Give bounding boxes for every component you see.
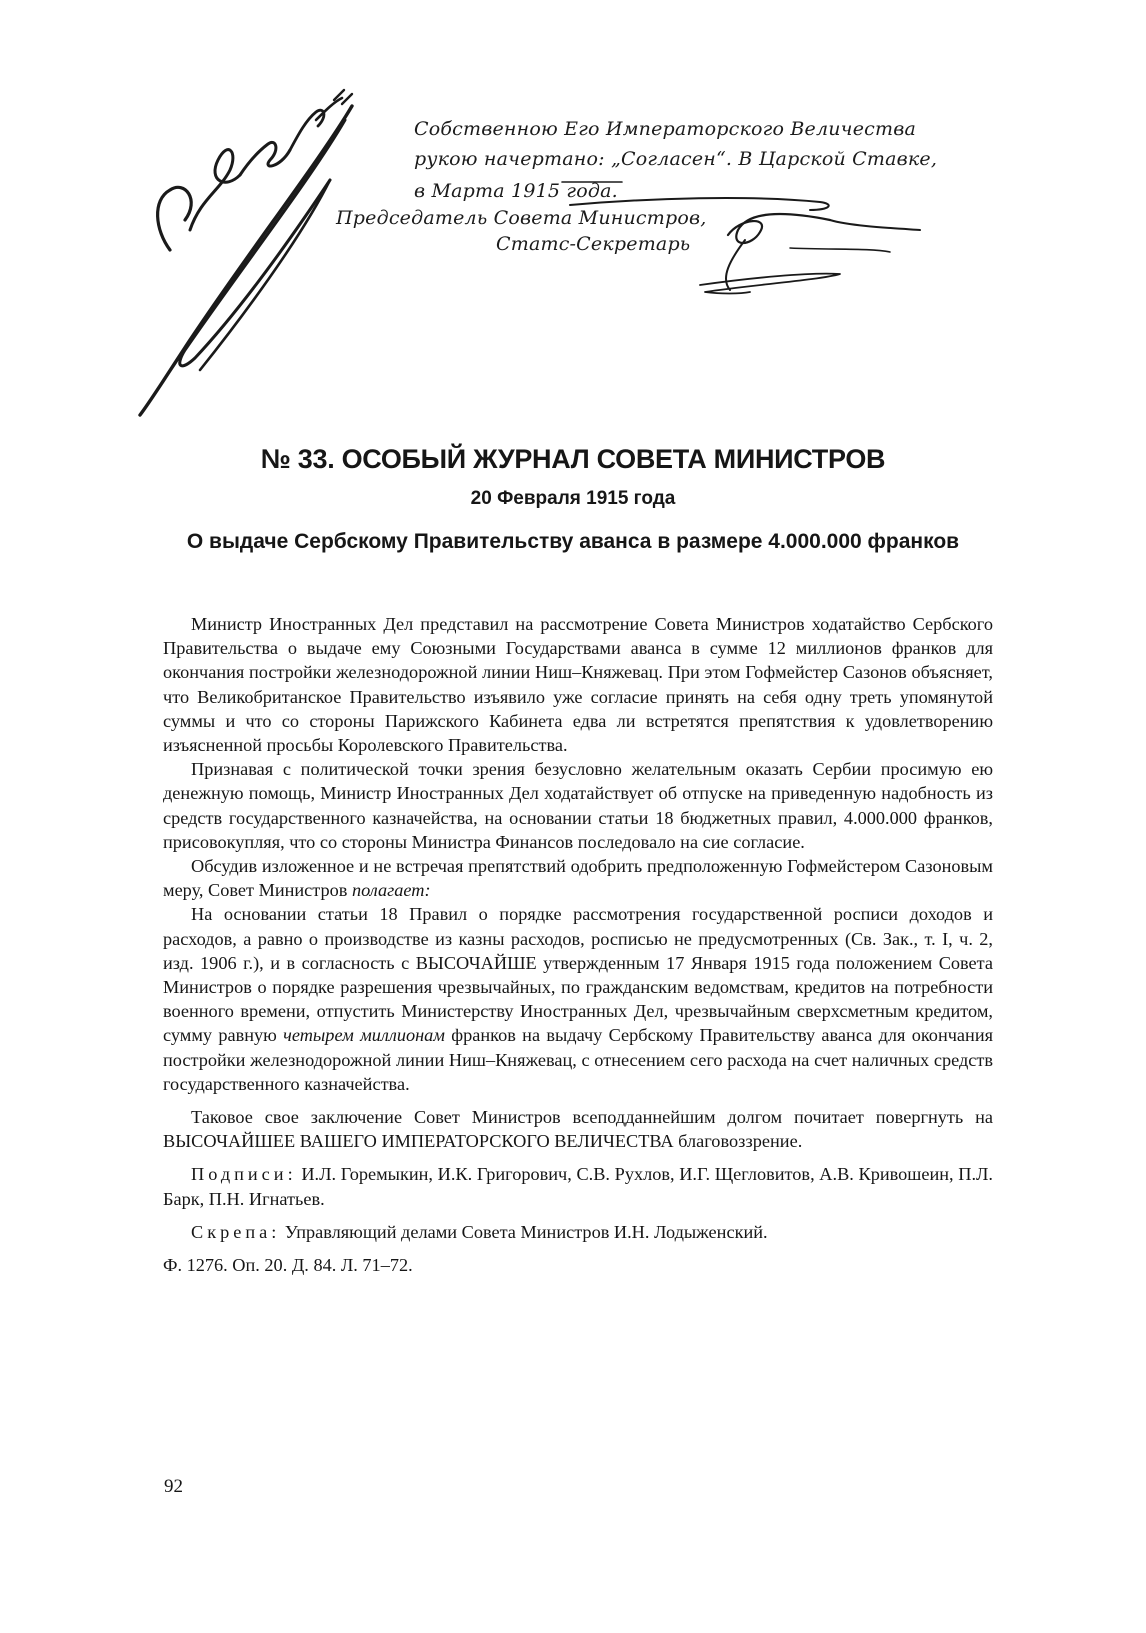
document-date: 20 Февраля 1915 года — [470, 488, 676, 509]
manuscript-line-4: Председатель Совета Министров, — [336, 207, 707, 229]
signatures-names: И.Л. Горемыкин, И.К. Григорович, С.В. Рухлов, И.Г. Щегловитов, А.В. Кривошеин, П.Л. Барк, П.Н. Игнатьев. — [163, 1164, 993, 1209]
paragraph-2: Признавая с политической точки зрения безусловно желательным оказать Сербии просимую ею денежную помощь, Министр Иностранных Дел ходатайствует об отпуске на приведенную надобность из средств государственного казначейства, на основании статьи 18 бюджетных правил, 4.000.000 франков, присовокупляя, что со стороны Министра Финансов последовало на сие согласие. — [163, 759, 993, 852]
skrepa-text: Управляющий делами Совета Министров И.Н. Лодыженский. — [280, 1221, 768, 1242]
paragraph-4: На основании статьи 18 Правил о порядке рассмотрения государственной росписи доходов и расходов, а равно о производстве из казны расходов, росписью не предусмотренных (Св. Зак., т. I, ч. 2, изд. 1906 г.), и в согласность с ВЫСОЧАЙШЕ утвержденным 17 Января 1915 года положением Совета Министров о порядке разрешения чрезвычайных, по гражданским ведомствам, кредитов на потребности военного времени, отпустить Министерству Иностранных Дел, чрезвычайным сверхсметным кредитом, сумму равную четырем миллионам франков на выдачу Сербскому Правительству аванса для окончания постройки железнодорожной линии Ниш–Княжевац, с отнесением сего расхода на счет наличных средств государственного казначейства. — [163, 904, 994, 1094]
paragraph-1: Министр Иностранных Дел представил на рассмотрение Совета Министров ходатайство Сербского Правительства о выдаче ему Союзными Государствами аванса в сумме 12 миллионов франков для окончания постройки железнодорожной линии Ниш–Княжевац. При этом Гофмейстер Сазонов объясняет, что Великобританское Правительство изъявило уже согласие принять на себя одну треть упомянутой суммы и что со стороны Парижского Кабинета едва ли встретятся препятствия к удовлетворению изъясненной просьбы Королевского Правительства. — [163, 614, 993, 756]
manuscript-line-3: в Марта 1915 года. — [414, 180, 618, 202]
manuscript-line-2: рукою начертано: „Согласен“. В Царской Ставке, — [414, 148, 938, 170]
paragraph-3: Обсудив изложенное и не встречая препятствий одобрить предположенную Гофмейстером Сазоновым меру, Совет Министров полагает: — [163, 856, 993, 901]
amount-in-words: четырем миллионам — [283, 1025, 445, 1046]
document-subject: О выдаче Сербскому Правительству аванса в размере 4.000.000 франков — [186, 530, 960, 553]
resolution-keyword: полагает: — [351, 880, 431, 901]
skrepa-line — [163, 1220, 993, 1244]
document-title: № 33. ОСОБЫЙ ЖУРНАЛ СОВЕТА МИНИСТРОВ — [260, 444, 886, 474]
document-body — [163, 612, 993, 1277]
handwritten-resolution — [130, 80, 1030, 440]
signatures-line — [163, 1162, 993, 1210]
paragraph-conclusion: Таковое свое заключение Совет Министров всеподданнейшим долгом почитает повергнуть на ВЫСОЧАЙШЕЕ ВАШЕГО ИМПЕРАТОРСКОГО ВЕЛИЧЕСТВА благовоззрение. — [163, 1107, 993, 1152]
page-number: 92 — [164, 1476, 183, 1497]
skrepa-label: Скрепа: — [191, 1221, 281, 1242]
signatures-label: Подписи: — [191, 1164, 297, 1185]
manuscript-line-5: Статс-Секретарь — [496, 233, 691, 255]
manuscript-line-1: Собственною Его Императорского Величества — [414, 118, 916, 140]
archive-reference: Ф. 1276. Оп. 20. Д. 84. Л. 71–72. — [163, 1255, 413, 1276]
